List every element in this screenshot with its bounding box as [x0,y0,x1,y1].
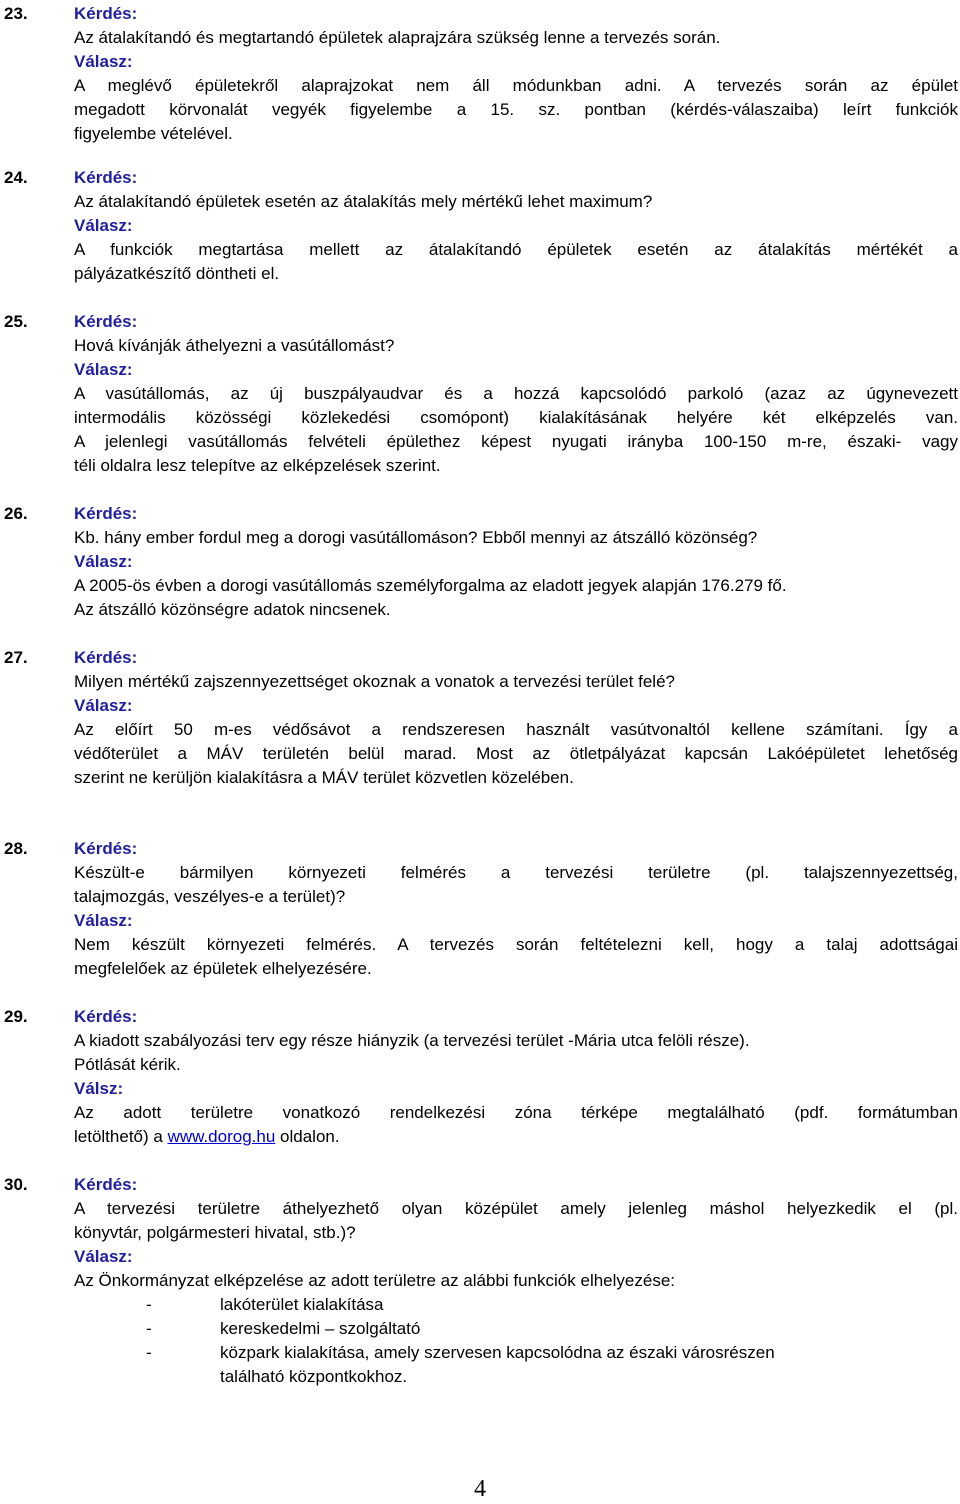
list-item-text: lakóterület kialakítása [220,1295,384,1314]
question-label: Kérdés: [74,312,138,331]
list-item-text: közpark kialakítása, amely szervesen kapcsolódna az északi városrészen [220,1343,775,1362]
question-label: Kérdés: [74,1175,138,1194]
question-label: Kérdés: [74,504,138,523]
question-text: Pótlását kérik. [74,1055,181,1074]
item-number: 27. [4,648,28,667]
question-text: A tervezési területre áthelyezhető olyan középület amely jelenleg máshol helyezkedik el (pl. [74,1199,958,1218]
answer-text: Az adott területre vonatkozó rendelkezési zóna térképe megtalálható (pdf. formátumban [74,1103,958,1122]
question-text: Az átalakítandó épületek esetén az átalakítás mely mértékű lehet maximum? [74,192,653,211]
answer-label: Válasz: [74,1247,133,1266]
item-number: 28. [4,839,28,858]
question-label: Kérdés: [74,168,138,187]
list-item-text: található központkokhoz. [220,1367,408,1386]
question-text: Készült-e bármilyen környezeti felmérés a tervezési területre (pl. talajszennyezettség, [74,863,958,882]
answer-text: A vasútállomás, az új buszpályaudvar és a hozzá kapcsolódó parkoló (azaz az úgynevezett [74,384,958,403]
answer-text: téli oldalra lesz telepítve az elképzelések szerint. [74,456,441,475]
question-text: Kb. hány ember fordul meg a dorogi vasútállomáson? Ebből mennyi az átszálló közönség? [74,528,758,547]
answer-text-with-link [74,1125,958,1149]
answer-label: Válasz: [74,911,133,930]
list-item [74,1317,960,1341]
item-number: 30. [4,1175,28,1194]
question-text: talajmozgás, veszélyes-e a terület)? [74,887,346,906]
answer-text: pályázatkészítő döntheti el. [74,264,280,283]
list-dash: - [146,1343,152,1362]
list-item [74,1341,960,1365]
answer-label: Válasz: [74,696,133,715]
answer-text: szerint ne kerüljön kialakításra a MÁV terület közvetlen közelében. [74,768,574,787]
question-text: Hová kívánják áthelyezni a vasútállomást? [74,336,395,355]
answer-label: Válasz: [74,52,133,71]
answer-label: Válsz: [74,1079,124,1098]
answer-text: A jelenlegi vasútállomás felvételi épülethez képest nyugati irányba 100-150 m-re, északi- vagy [74,432,958,451]
answer-label: Válasz: [74,552,133,571]
answer-text: figyelembe vételével. [74,124,233,143]
answer-text: intermodális közösségi közlekedési csomópont) kialakításának helyére két elképzelés van. [74,408,958,427]
question-label: Kérdés: [74,4,138,23]
item-number: 25. [4,312,28,331]
list-item-continuation [74,1365,960,1389]
list-dash: - [146,1319,152,1338]
answer-text: A 2005-ös évben a dorogi vasútállomás személyforgalma az eladott jegyek alapján 176.279 fő. [74,576,787,595]
question-text: Az átalakítandó és megtartandó épületek alaprajzára szükség lenne a tervezés során. [74,28,721,47]
answer-text: megadott körvonalát vegyék figyelembe a 15. sz. pontban (kérdés-válaszaiba) leírt funkciók [74,100,958,119]
answer-label: Válasz: [74,360,133,379]
list-item-text: kereskedelmi – szolgáltató [220,1319,421,1338]
question-label: Kérdés: [74,1007,138,1026]
dorog-website-link[interactable]: www.dorog.hu [167,1127,276,1146]
answer-text: megfelelőek az épületek elhelyezésére. [74,959,372,978]
item-number: 24. [4,168,28,187]
answer-label: Válasz: [74,216,133,235]
answer-text: Nem készült környezeti felmérés. A tervezés során feltételezni kell, hogy a talaj adottságai [74,935,958,954]
answer-text: letölthető) a [74,1127,168,1146]
item-number: 23. [4,4,28,23]
question-label: Kérdés: [74,839,138,858]
question-label: Kérdés: [74,648,138,667]
list-dash: - [146,1295,152,1314]
answer-text: Az átszálló közönségre adatok nincsenek. [74,600,391,619]
answer-text: A meglévő épületekről alaprajzokat nem áll módunkban adni. A tervezés során az épület [74,76,958,95]
question-text: könyvtár, polgármesteri hivatal, stb.)? [74,1223,356,1242]
answer-text: Az Önkormányzat elképzelése az adott területre az alábbi funkciók elhelyezése: [74,1271,675,1290]
answer-text: Az előírt 50 m-es védősávot a rendszeresen használt vasútvonaltól kellene számítani. Így a [74,720,958,739]
page-number: 4 [474,1476,486,1502]
answer-text: A funkciók megtartása mellett az átalakítandó épületek esetén az átalakítás mértékét a [74,240,958,259]
item-number: 26. [4,504,28,523]
function-list [74,1293,960,1389]
answer-text: oldalon. [275,1127,340,1146]
question-text: Milyen mértékű zajszennyezettséget okoznak a vonatok a tervezési terület felé? [74,672,675,691]
list-item [74,1293,960,1317]
item-number: 29. [4,1007,28,1026]
question-text: A kiadott szabályozási terv egy része hiányzik (a tervezési terület -Mária utca felöli része). [74,1031,750,1050]
answer-text: védőterület a MÁV területén belül marad. Most az ötletpályázat kapcsán Lakóépületet lehetőség [74,744,958,763]
